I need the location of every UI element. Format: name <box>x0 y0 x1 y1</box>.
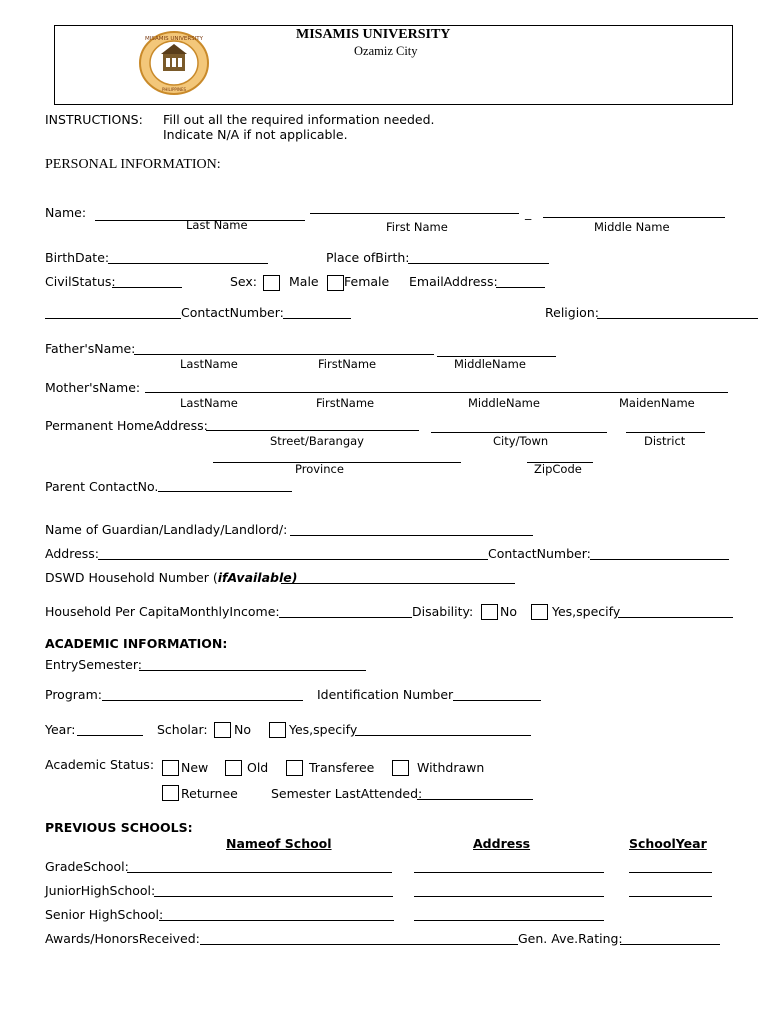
street-barangay-field[interactable] <box>206 430 419 431</box>
religion-label: Religion: <box>545 305 599 320</box>
scholar-specify-field[interactable] <box>355 735 531 736</box>
place-of-birth-label: Place ofBirth: <box>326 250 410 265</box>
scholar-label: Scholar: <box>157 722 208 737</box>
birthdate-label: BirthDate: <box>45 250 110 265</box>
father-name-field[interactable] <box>134 354 434 355</box>
email-continuation-field[interactable] <box>45 318 181 319</box>
scholar-no-checkbox[interactable] <box>214 722 231 738</box>
income-label: Household Per CapitaMonthlyIncome: <box>45 604 280 619</box>
disability-no-label: No <box>500 604 517 619</box>
status-returnee-label: Returnee <box>181 786 238 801</box>
female-checkbox[interactable] <box>327 275 344 291</box>
contact-number-label: ContactNumber: <box>181 305 284 320</box>
instructions-line2: Indicate N/A if not applicable. <box>163 127 348 142</box>
academic-info-heading: ACADEMIC INFORMATION: <box>45 636 228 651</box>
disability-specify-field[interactable] <box>618 617 733 618</box>
status-transferee-label: Transferee <box>309 760 375 775</box>
civil-status-label: CivilStatus: <box>45 274 116 289</box>
first-name-caption: First Name <box>386 220 448 234</box>
disability-yes-label: Yes,specify <box>552 604 621 619</box>
last-name-caption: Last Name <box>186 218 248 232</box>
grade-school-name-field[interactable] <box>127 872 392 873</box>
status-old-label: Old <box>247 760 269 775</box>
dswd-field[interactable] <box>281 583 515 584</box>
place-of-birth-field[interactable] <box>408 263 549 264</box>
grade-school-address-field[interactable] <box>414 872 604 873</box>
id-number-label: Identification Number <box>317 687 454 702</box>
junior-high-year-field[interactable] <box>629 896 712 897</box>
male-label: Male <box>289 274 319 289</box>
permanent-address-label: Permanent HomeAddress: <box>45 418 208 433</box>
instructions-label: INSTRUCTIONS: <box>45 112 143 127</box>
city-town-field[interactable] <box>431 432 607 433</box>
senior-high-address-field[interactable] <box>414 920 604 921</box>
col-address-header: Address <box>473 836 531 851</box>
name-label: Name: <box>45 205 87 220</box>
gen-ave-label: Gen. Ave.Rating: <box>518 931 623 946</box>
middle-name-caption: Middle Name <box>594 220 670 234</box>
name-dash: _ <box>525 205 532 220</box>
religion-field[interactable] <box>597 318 758 319</box>
id-number-field[interactable] <box>453 700 541 701</box>
male-checkbox[interactable] <box>263 275 280 291</box>
year-label: Year: <box>45 722 76 737</box>
email-label: EmailAddress: <box>409 274 498 289</box>
entry-semester-field[interactable] <box>139 670 366 671</box>
dswd-label: DSWD Household Number (ifAvailable) <box>45 570 298 585</box>
email-field[interactable] <box>496 287 545 288</box>
grade-school-label: GradeSchool: <box>45 859 129 874</box>
program-label: Program: <box>45 687 102 702</box>
status-transferee-checkbox[interactable] <box>286 760 303 776</box>
col-school-year-header: SchoolYear <box>629 836 707 851</box>
birthdate-field[interactable] <box>108 263 268 264</box>
junior-high-label: JuniorHighSchool: <box>45 883 156 898</box>
father-firstname-caption: FirstName <box>318 357 377 371</box>
scholar-no-label: No <box>234 722 251 737</box>
senior-high-label: Senior HighSchool: <box>45 907 164 922</box>
civil-status-field[interactable] <box>112 287 182 288</box>
zipcode-caption: ZipCode <box>534 462 582 476</box>
disability-yes-checkbox[interactable] <box>531 604 548 620</box>
semester-last-attended-field[interactable] <box>417 799 533 800</box>
university-city: Ozamiz City <box>354 44 418 58</box>
status-old-checkbox[interactable] <box>225 760 242 776</box>
program-field[interactable] <box>102 700 303 701</box>
gen-ave-field[interactable] <box>620 944 720 945</box>
street-caption: Street/Barangay <box>270 434 364 448</box>
mother-middlename-caption: MiddleName <box>468 396 540 410</box>
junior-high-address-field[interactable] <box>414 896 604 897</box>
parent-contact-field[interactable] <box>158 491 292 492</box>
university-seal-icon <box>138 31 210 95</box>
scholar-yes-label: Yes,specify <box>289 722 358 737</box>
year-field[interactable] <box>77 735 143 736</box>
father-name-label: Father'sName: <box>45 341 136 356</box>
guardian-label: Name of Guardian/Landlady/Landlord/: <box>45 522 288 537</box>
seal-bottom-text: PHILIPPINES <box>161 87 187 92</box>
status-withdrawn-checkbox[interactable] <box>392 760 409 776</box>
grade-school-year-field[interactable] <box>629 872 712 873</box>
mother-name-label: Mother'sName: <box>45 380 141 395</box>
income-field[interactable] <box>279 617 412 618</box>
awards-label: Awards/HonorsReceived: <box>45 931 200 946</box>
first-name-field[interactable] <box>310 213 519 214</box>
guardian-address-field[interactable] <box>98 559 488 560</box>
city-caption: City/Town <box>493 434 549 448</box>
sex-label: Sex: <box>230 274 258 289</box>
scholar-yes-checkbox[interactable] <box>269 722 286 738</box>
awards-field[interactable] <box>200 944 518 945</box>
father-middlename-caption: MiddleName <box>454 357 526 371</box>
mother-name-field[interactable] <box>145 392 728 393</box>
previous-schools-heading: PREVIOUS SCHOOLS: <box>45 820 193 835</box>
middle-name-field[interactable] <box>543 217 725 218</box>
entry-semester-label: EntrySemester: <box>45 657 142 672</box>
parent-contact-label: Parent ContactNo. <box>45 479 159 494</box>
academic-status-label: Academic Status: <box>45 757 155 772</box>
guardian-contact-label: ContactNumber: <box>488 546 591 561</box>
guardian-address-label: Address: <box>45 546 99 561</box>
disability-no-checkbox[interactable] <box>481 604 498 620</box>
guardian-field[interactable] <box>290 535 533 536</box>
status-new-checkbox[interactable] <box>162 760 179 776</box>
district-field[interactable] <box>626 432 705 433</box>
status-returnee-checkbox[interactable] <box>162 785 179 801</box>
female-label: Female <box>344 274 390 289</box>
guardian-contact-field[interactable] <box>590 559 729 560</box>
mother-lastname-caption: LastName <box>180 396 238 410</box>
province-caption: Province <box>295 462 344 476</box>
contact-number-field[interactable] <box>283 318 351 319</box>
status-new-label: New <box>181 760 209 775</box>
instructions-line1: Fill out all the required information needed. <box>163 112 435 127</box>
mother-maidenname-caption: MaidenName <box>619 396 695 410</box>
university-title: MISAMIS UNIVERSITY <box>296 27 451 42</box>
junior-high-name-field[interactable] <box>154 896 393 897</box>
disability-label: Disability: <box>412 604 474 619</box>
mother-firstname-caption: FirstName <box>316 396 375 410</box>
semester-last-attended-label: Semester LastAttended: <box>271 786 423 801</box>
district-caption: District <box>644 434 686 448</box>
status-withdrawn-label: Withdrawn <box>417 760 485 775</box>
personal-info-heading: PERSONAL INFORMATION: <box>45 157 221 172</box>
senior-high-name-field[interactable] <box>159 920 394 921</box>
seal-text: MISAMIS UNIVERSITY <box>145 36 203 42</box>
father-lastname-caption: LastName <box>180 357 238 371</box>
col-school-name-header: Nameof School <box>226 836 332 851</box>
